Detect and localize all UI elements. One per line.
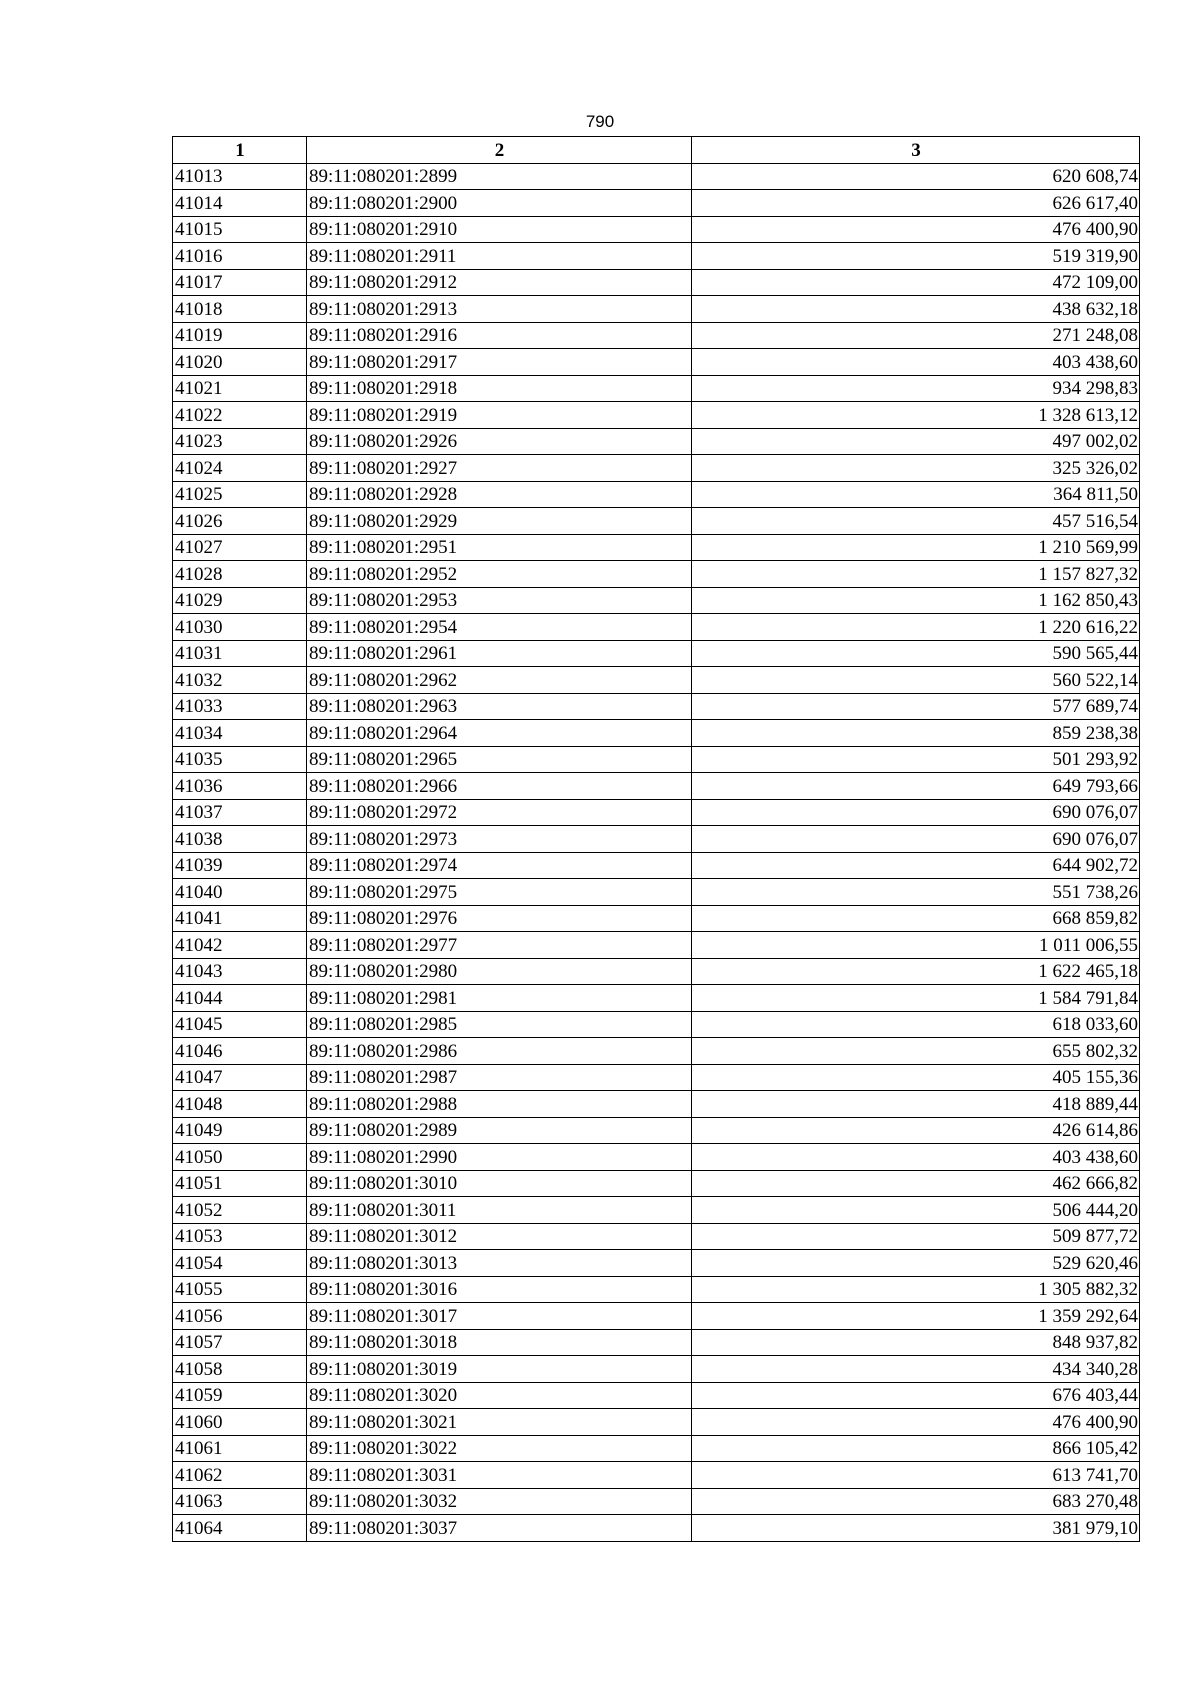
cadastral-value-cell: 551 738,26: [692, 879, 1140, 906]
cadastral-value-cell: 364 811,50: [692, 481, 1140, 508]
cadastral-value-cell: 590 565,44: [692, 640, 1140, 667]
row-number-cell: 41055: [173, 1276, 307, 1303]
column-header-3: 3: [692, 137, 1140, 164]
cadastral-value-cell: 690 076,07: [692, 799, 1140, 826]
cadastral-number-cell: 89:11:080201:2917: [307, 349, 692, 376]
cadastral-number-cell: 89:11:080201:2974: [307, 852, 692, 879]
row-number-cell: 41045: [173, 1011, 307, 1038]
row-number-cell: 41014: [173, 190, 307, 217]
cadastral-number-cell: 89:11:080201:2952: [307, 561, 692, 588]
row-number-cell: 41032: [173, 667, 307, 694]
cadastral-value-cell: 1 584 791,84: [692, 985, 1140, 1012]
cadastral-number-cell: 89:11:080201:2963: [307, 693, 692, 720]
row-number-cell: 41033: [173, 693, 307, 720]
cadastral-number-cell: 89:11:080201:3012: [307, 1223, 692, 1250]
cadastral-value-cell: 519 319,90: [692, 243, 1140, 270]
table-row: [173, 720, 1140, 747]
cadastral-value-cell: 613 741,70: [692, 1462, 1140, 1489]
cadastral-number-cell: 89:11:080201:2954: [307, 614, 692, 641]
table-row: [173, 1488, 1140, 1515]
cadastral-value-cell: 462 666,82: [692, 1170, 1140, 1197]
cadastral-value-cell: 472 109,00: [692, 269, 1140, 296]
cadastral-value-cell: 690 076,07: [692, 826, 1140, 853]
cadastral-value-cell: 626 617,40: [692, 190, 1140, 217]
cadastral-value-cell: 1 220 616,22: [692, 614, 1140, 641]
cadastral-number-cell: 89:11:080201:3020: [307, 1382, 692, 1409]
row-number-cell: 41039: [173, 852, 307, 879]
row-number-cell: 41048: [173, 1091, 307, 1118]
row-number-cell: 41056: [173, 1303, 307, 1330]
cadastral-number-cell: 89:11:080201:3022: [307, 1435, 692, 1462]
row-number-cell: 41037: [173, 799, 307, 826]
table-row: [173, 296, 1140, 323]
row-number-cell: 41021: [173, 375, 307, 402]
cadastral-number-cell: 89:11:080201:2987: [307, 1064, 692, 1091]
row-number-cell: 41046: [173, 1038, 307, 1065]
table-row: [173, 561, 1140, 588]
column-header-2: 2: [307, 137, 692, 164]
cadastral-number-cell: 89:11:080201:2961: [307, 640, 692, 667]
cadastral-number-cell: 89:11:080201:2900: [307, 190, 692, 217]
cadastral-number-cell: 89:11:080201:2976: [307, 905, 692, 932]
row-number-cell: 41036: [173, 773, 307, 800]
row-number-cell: 41027: [173, 534, 307, 561]
row-number-cell: 41024: [173, 455, 307, 482]
cadastral-value-cell: 509 877,72: [692, 1223, 1140, 1250]
cadastral-value-cell: 529 620,46: [692, 1250, 1140, 1277]
row-number-cell: 41038: [173, 826, 307, 853]
cadastral-value-cell: 560 522,14: [692, 667, 1140, 694]
cadastral-number-cell: 89:11:080201:2910: [307, 216, 692, 243]
cadastral-value-cell: 476 400,90: [692, 1409, 1140, 1436]
row-number-cell: 41016: [173, 243, 307, 270]
cadastral-value-cell: 405 155,36: [692, 1064, 1140, 1091]
table-row: [173, 1303, 1140, 1330]
cadastral-value-cell: 1 359 292,64: [692, 1303, 1140, 1330]
table-row: [173, 1515, 1140, 1542]
table-row: [173, 481, 1140, 508]
row-number-cell: 41030: [173, 614, 307, 641]
table-row: [173, 985, 1140, 1012]
table-header: [173, 137, 1140, 164]
cadastral-value-cell: 506 444,20: [692, 1197, 1140, 1224]
cadastral-number-cell: 89:11:080201:2986: [307, 1038, 692, 1065]
table-row: [173, 799, 1140, 826]
cadastral-number-cell: 89:11:080201:2973: [307, 826, 692, 853]
cadastral-number-cell: 89:11:080201:2916: [307, 322, 692, 349]
row-number-cell: 41026: [173, 508, 307, 535]
cadastral-number-cell: 89:11:080201:2911: [307, 243, 692, 270]
row-number-cell: 41018: [173, 296, 307, 323]
cadastral-value-cell: 403 438,60: [692, 349, 1140, 376]
table-row: [173, 1064, 1140, 1091]
cadastral-number-cell: 89:11:080201:2975: [307, 879, 692, 906]
row-number-cell: 41020: [173, 349, 307, 376]
cadastral-number-cell: 89:11:080201:2919: [307, 402, 692, 429]
cadastral-value-cell: 381 979,10: [692, 1515, 1140, 1542]
cadastral-value-cell: 438 632,18: [692, 296, 1140, 323]
table-row: [173, 587, 1140, 614]
row-number-cell: 41051: [173, 1170, 307, 1197]
cadastral-value-cell: 934 298,83: [692, 375, 1140, 402]
table-row: [173, 1250, 1140, 1277]
table-row: [173, 905, 1140, 932]
table-row: [173, 1091, 1140, 1118]
cadastral-value-cell: 426 614,86: [692, 1117, 1140, 1144]
table-row: [173, 243, 1140, 270]
cadastral-value-cell: 457 516,54: [692, 508, 1140, 535]
cadastral-number-cell: 89:11:080201:3019: [307, 1356, 692, 1383]
cadastral-number-cell: 89:11:080201:2985: [307, 1011, 692, 1038]
cadastral-value-cell: 501 293,92: [692, 746, 1140, 773]
cadastral-number-cell: 89:11:080201:2951: [307, 534, 692, 561]
table-row: [173, 190, 1140, 217]
row-number-cell: 41019: [173, 322, 307, 349]
cadastral-value-cell: 866 105,42: [692, 1435, 1140, 1462]
cadastral-value-cell: 683 270,48: [692, 1488, 1140, 1515]
cadastral-number-cell: 89:11:080201:2918: [307, 375, 692, 402]
row-number-cell: 41034: [173, 720, 307, 747]
row-number-cell: 41041: [173, 905, 307, 932]
cadastral-value-cell: 649 793,66: [692, 773, 1140, 800]
cadastral-value-cell: 418 889,44: [692, 1091, 1140, 1118]
row-number-cell: 41035: [173, 746, 307, 773]
row-number-cell: 41043: [173, 958, 307, 985]
cadastral-value-table: [172, 136, 1140, 1542]
cadastral-number-cell: 89:11:080201:2928: [307, 481, 692, 508]
cadastral-number-cell: 89:11:080201:2972: [307, 799, 692, 826]
table-row: [173, 614, 1140, 641]
table-row: [173, 958, 1140, 985]
table-row: [173, 879, 1140, 906]
cadastral-value-cell: 271 248,08: [692, 322, 1140, 349]
table-row: [173, 1329, 1140, 1356]
cadastral-number-cell: 89:11:080201:2913: [307, 296, 692, 323]
row-number-cell: 41059: [173, 1382, 307, 1409]
table-row: [173, 1356, 1140, 1383]
cadastral-value-cell: 476 400,90: [692, 216, 1140, 243]
table-row: [173, 508, 1140, 535]
row-number-cell: 41063: [173, 1488, 307, 1515]
row-number-cell: 41061: [173, 1435, 307, 1462]
table-row: [173, 773, 1140, 800]
cadastral-value-cell: 676 403,44: [692, 1382, 1140, 1409]
cadastral-value-cell: 644 902,72: [692, 852, 1140, 879]
table-row: [173, 640, 1140, 667]
cadastral-value-cell: 620 608,74: [692, 163, 1140, 190]
column-header-1: 1: [173, 137, 307, 164]
row-number-cell: 41042: [173, 932, 307, 959]
cadastral-number-cell: 89:11:080201:3018: [307, 1329, 692, 1356]
cadastral-number-cell: 89:11:080201:2977: [307, 932, 692, 959]
row-number-cell: 41057: [173, 1329, 307, 1356]
cadastral-value-cell: 1 210 569,99: [692, 534, 1140, 561]
page-number: 790: [585, 112, 615, 131]
row-number-cell: 41028: [173, 561, 307, 588]
table-row: [173, 428, 1140, 455]
cadastral-number-cell: 89:11:080201:3037: [307, 1515, 692, 1542]
cadastral-value-cell: 618 033,60: [692, 1011, 1140, 1038]
table-row: [173, 852, 1140, 879]
cadastral-number-cell: 89:11:080201:2966: [307, 773, 692, 800]
cadastral-number-cell: 89:11:080201:2980: [307, 958, 692, 985]
row-number-cell: 41060: [173, 1409, 307, 1436]
cadastral-number-cell: 89:11:080201:3011: [307, 1197, 692, 1224]
cadastral-number-cell: 89:11:080201:2989: [307, 1117, 692, 1144]
cadastral-number-cell: 89:11:080201:2953: [307, 587, 692, 614]
cadastral-number-cell: 89:11:080201:3021: [307, 1409, 692, 1436]
table-row: [173, 1435, 1140, 1462]
header-row: [173, 137, 1140, 164]
table-body: [173, 163, 1140, 1541]
row-number-cell: 41023: [173, 428, 307, 455]
table-row: [173, 693, 1140, 720]
table-row: [173, 1144, 1140, 1171]
table-row: [173, 826, 1140, 853]
cadastral-number-cell: 89:11:080201:2927: [307, 455, 692, 482]
cadastral-number-cell: 89:11:080201:2964: [307, 720, 692, 747]
table-row: [173, 269, 1140, 296]
row-number-cell: 41029: [173, 587, 307, 614]
table-row: [173, 1197, 1140, 1224]
row-number-cell: 41054: [173, 1250, 307, 1277]
cadastral-number-cell: 89:11:080201:2990: [307, 1144, 692, 1171]
cadastral-number-cell: 89:11:080201:2981: [307, 985, 692, 1012]
row-number-cell: 41044: [173, 985, 307, 1012]
cadastral-value-cell: 1 328 613,12: [692, 402, 1140, 429]
table-row: [173, 216, 1140, 243]
row-number-cell: 41025: [173, 481, 307, 508]
cadastral-value-cell: 1 305 882,32: [692, 1276, 1140, 1303]
row-number-cell: 41022: [173, 402, 307, 429]
row-number-cell: 41052: [173, 1197, 307, 1224]
row-number-cell: 41053: [173, 1223, 307, 1250]
row-number-cell: 41050: [173, 1144, 307, 1171]
table-row: [173, 1011, 1140, 1038]
cadastral-number-cell: 89:11:080201:2912: [307, 269, 692, 296]
table-row: [173, 1170, 1140, 1197]
table-row: [173, 1223, 1140, 1250]
row-number-cell: 41049: [173, 1117, 307, 1144]
table-row: [173, 163, 1140, 190]
table-row: [173, 402, 1140, 429]
table-row: [173, 1462, 1140, 1489]
cadastral-number-cell: 89:11:080201:3013: [307, 1250, 692, 1277]
cadastral-number-cell: 89:11:080201:2962: [307, 667, 692, 694]
cadastral-number-cell: 89:11:080201:3032: [307, 1488, 692, 1515]
table-row: [173, 1382, 1140, 1409]
row-number-cell: 41015: [173, 216, 307, 243]
cadastral-value-cell: 859 238,38: [692, 720, 1140, 747]
table-row: [173, 322, 1140, 349]
cadastral-value-cell: 325 326,02: [692, 455, 1140, 482]
table-row: [173, 455, 1140, 482]
table-row: [173, 1276, 1140, 1303]
cadastral-number-cell: 89:11:080201:2899: [307, 163, 692, 190]
cadastral-value-cell: 1 162 850,43: [692, 587, 1140, 614]
cadastral-number-cell: 89:11:080201:3016: [307, 1276, 692, 1303]
table-row: [173, 932, 1140, 959]
table-row: [173, 1409, 1140, 1436]
cadastral-value-cell: 434 340,28: [692, 1356, 1140, 1383]
cadastral-number-cell: 89:11:080201:3017: [307, 1303, 692, 1330]
table-row: [173, 349, 1140, 376]
cadastral-value-cell: 1 157 827,32: [692, 561, 1140, 588]
cadastral-value-cell: 848 937,82: [692, 1329, 1140, 1356]
cadastral-value-cell: 1 622 465,18: [692, 958, 1140, 985]
cadastral-number-cell: 89:11:080201:2926: [307, 428, 692, 455]
row-number-cell: 41013: [173, 163, 307, 190]
cadastral-value-cell: 497 002,02: [692, 428, 1140, 455]
row-number-cell: 41040: [173, 879, 307, 906]
row-number-cell: 41047: [173, 1064, 307, 1091]
cadastral-value-cell: 668 859,82: [692, 905, 1140, 932]
row-number-cell: 41064: [173, 1515, 307, 1542]
table-row: [173, 667, 1140, 694]
cadastral-number-cell: 89:11:080201:3010: [307, 1170, 692, 1197]
cadastral-value-cell: 403 438,60: [692, 1144, 1140, 1171]
cadastral-number-cell: 89:11:080201:2988: [307, 1091, 692, 1118]
row-number-cell: 41062: [173, 1462, 307, 1489]
cadastral-value-cell: 655 802,32: [692, 1038, 1140, 1065]
cadastral-number-cell: 89:11:080201:3031: [307, 1462, 692, 1489]
row-number-cell: 41017: [173, 269, 307, 296]
table-row: [173, 534, 1140, 561]
cadastral-number-cell: 89:11:080201:2965: [307, 746, 692, 773]
table-row: [173, 746, 1140, 773]
table-row: [173, 375, 1140, 402]
cadastral-value-cell: 577 689,74: [692, 693, 1140, 720]
table-row: [173, 1117, 1140, 1144]
row-number-cell: 41031: [173, 640, 307, 667]
cadastral-value-cell: 1 011 006,55: [692, 932, 1140, 959]
cadastral-number-cell: 89:11:080201:2929: [307, 508, 692, 535]
row-number-cell: 41058: [173, 1356, 307, 1383]
table-row: [173, 1038, 1140, 1065]
